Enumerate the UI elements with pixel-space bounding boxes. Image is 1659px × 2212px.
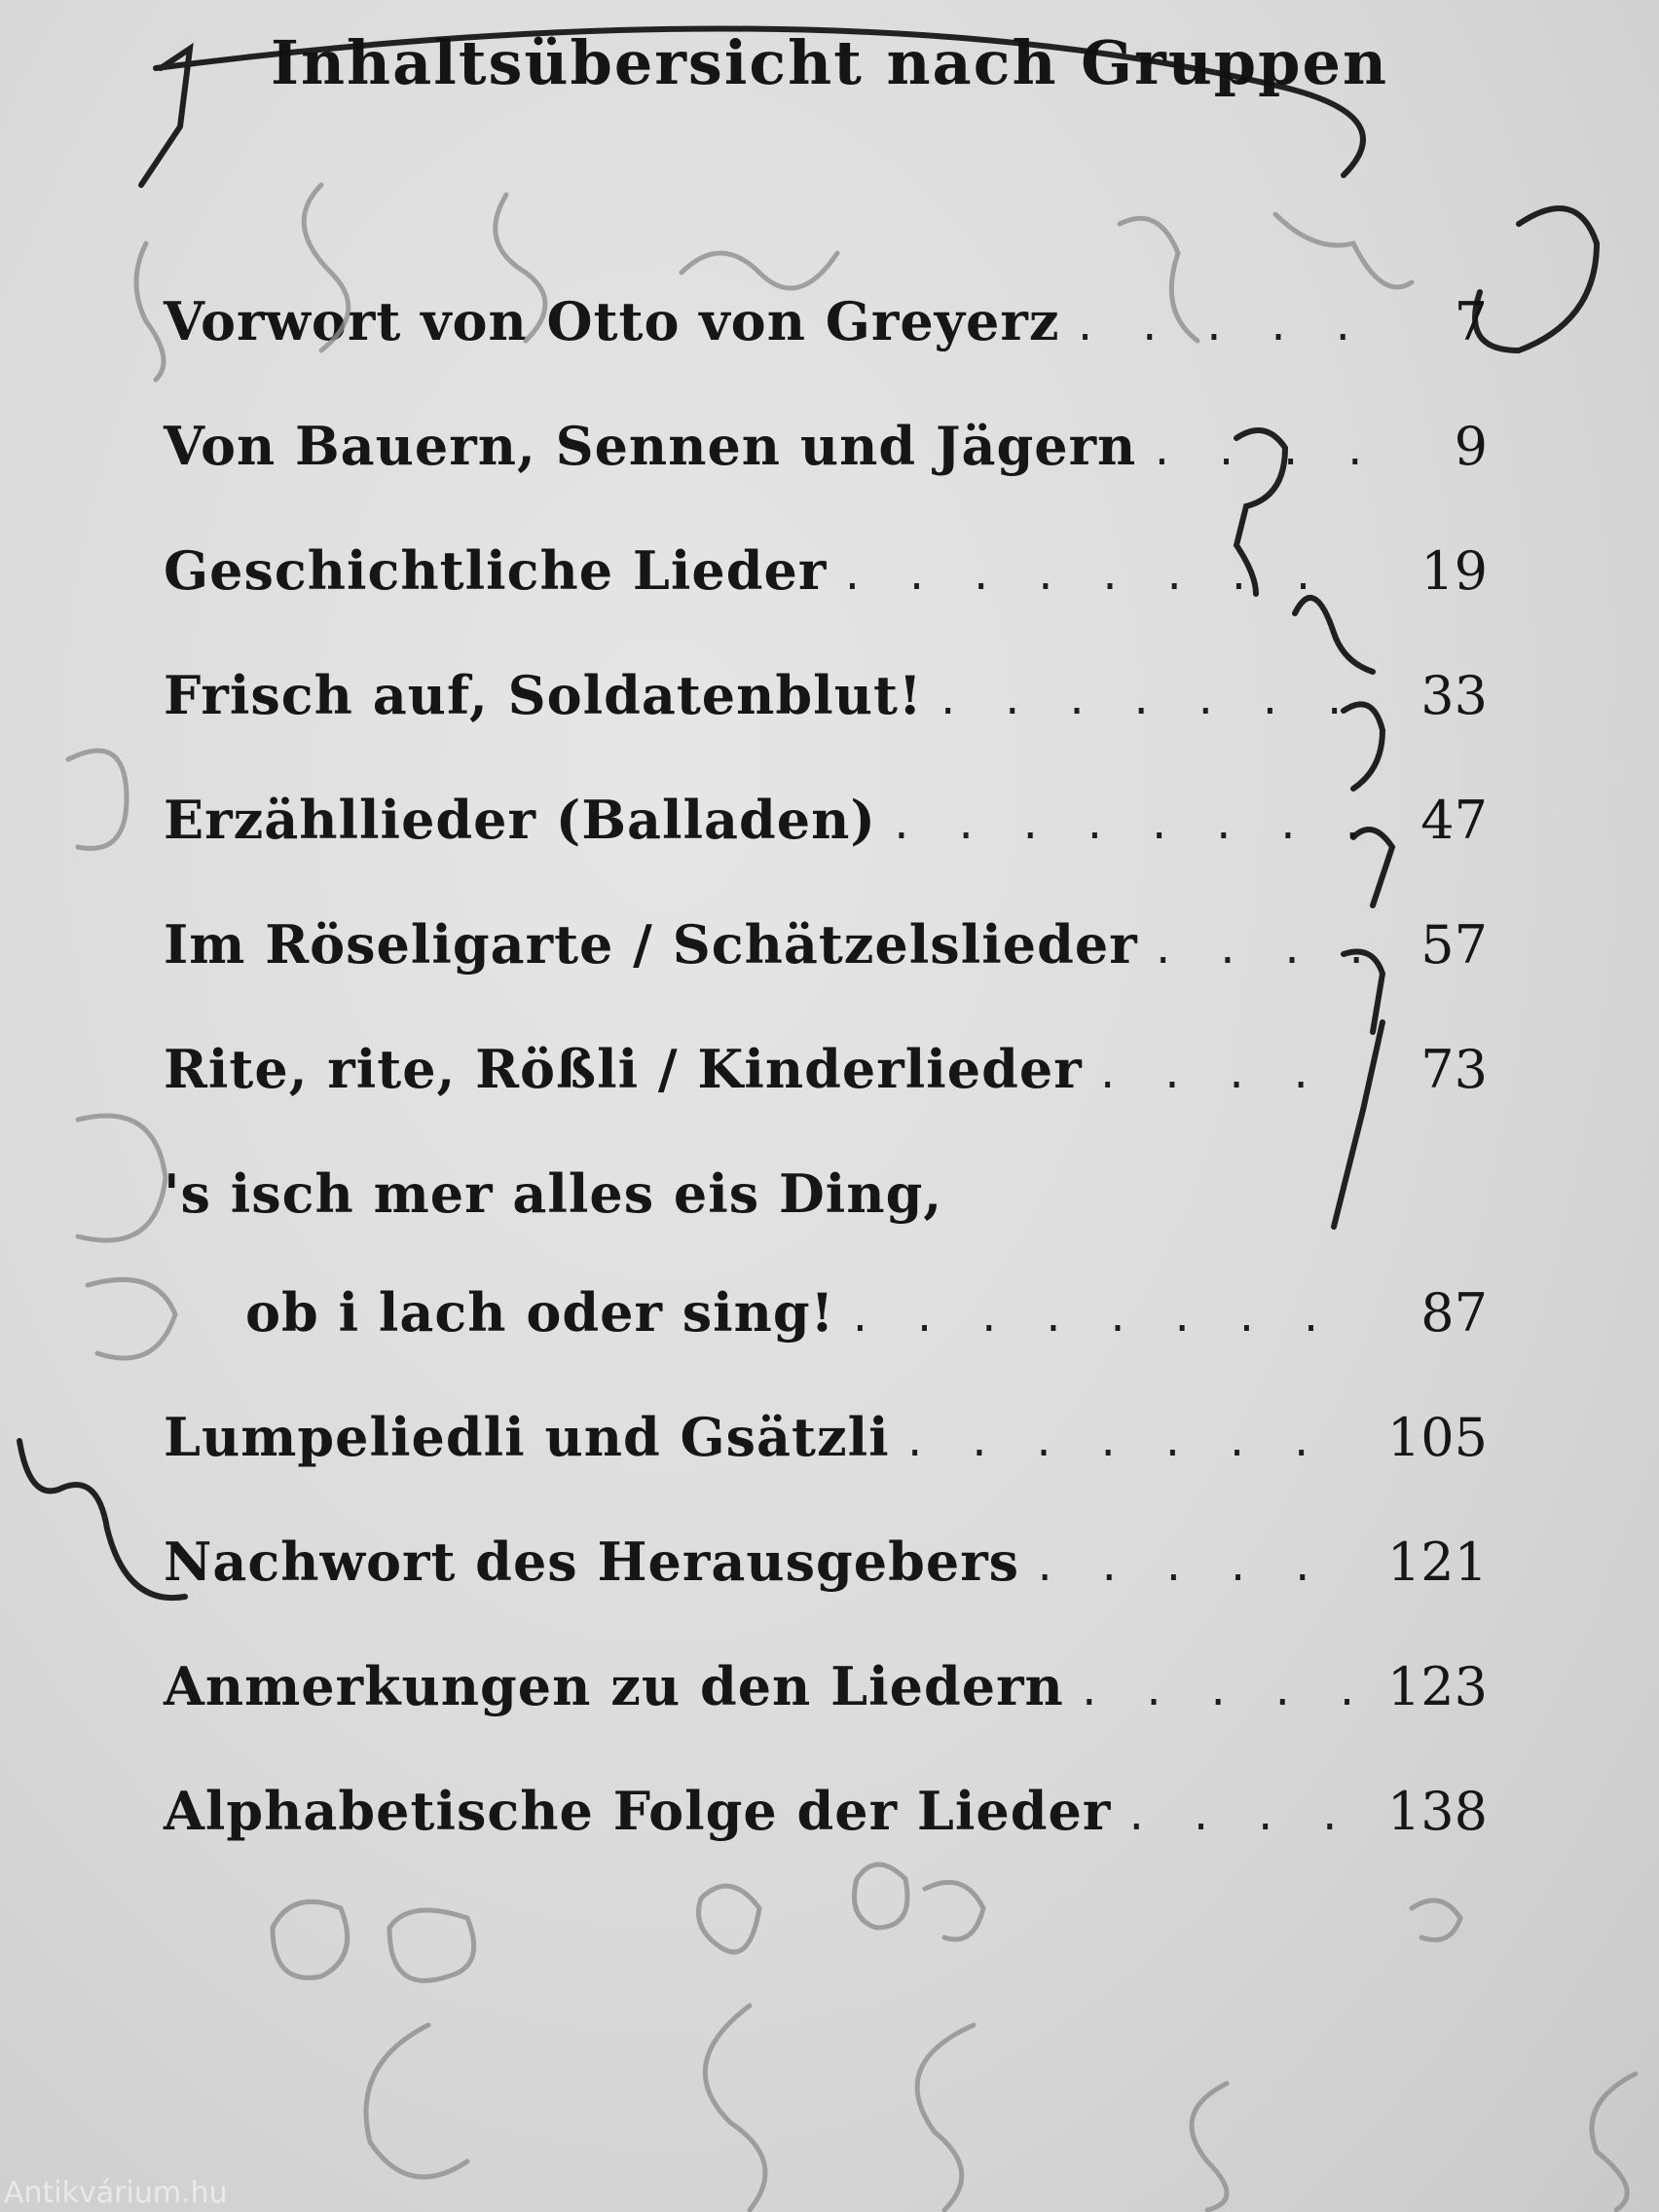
dot-leader: [890, 803, 1359, 848]
toc-entry-page: 121: [1386, 1531, 1488, 1593]
toc-entry-label: ob i lach oder sing!: [245, 1281, 835, 1344]
dot-leader: [1152, 928, 1359, 973]
toc-entry: [164, 789, 1488, 886]
toc-entry-label: Erzähllieder (Balladen): [164, 789, 876, 851]
toc-entry-label: Nachwort des Herausgebers: [164, 1530, 1020, 1593]
toc-entry: [164, 539, 1488, 637]
dot-leader: [848, 1296, 1359, 1341]
toc-entry-page: 57: [1420, 914, 1488, 976]
dot-leader: [1074, 305, 1359, 350]
toc-entry-page: 33: [1420, 665, 1488, 726]
toc-entry-page: 105: [1386, 1407, 1488, 1468]
toc-entry-page: 47: [1420, 790, 1488, 851]
dot-leader: [1033, 1545, 1359, 1590]
dot-leader: [1096, 1052, 1359, 1097]
toc-entry-label: Rite, rite, Rößli / Kinderlieder: [164, 1038, 1083, 1100]
toc-entry-page: 138: [1386, 1781, 1488, 1842]
toc-entry: [164, 1655, 1488, 1752]
toc-entry-label: 's isch mer alles eis Ding,: [164, 1162, 943, 1225]
toc-entry-label: Im Röseligarte / Schätzelslieder: [164, 913, 1138, 976]
toc-entry-page: 9: [1454, 416, 1488, 477]
toc-entry: [164, 664, 1488, 761]
toc-entry: [164, 1281, 1488, 1379]
toc-entry: [164, 1530, 1488, 1628]
dot-leader: [840, 554, 1359, 599]
toc-entry-page: 123: [1386, 1656, 1488, 1717]
dot-leader: [903, 1420, 1359, 1465]
toc-entry-label: Vorwort von Otto von Greyerz: [164, 290, 1060, 352]
toc-entry: [164, 1162, 1488, 1260]
toc-entry-page: 87: [1420, 1282, 1488, 1344]
dot-leader: [1150, 429, 1359, 474]
toc-entry-label: Frisch auf, Soldatenblut!: [164, 664, 923, 726]
toc-entry-label: Alphabetische Folge der Lieder: [164, 1780, 1112, 1842]
toc-entry-page: 7: [1454, 291, 1488, 352]
toc-entry-label: Lumpeliedli und Gsätzli: [164, 1406, 890, 1468]
page-title: Inhaltsübersicht nach Gruppen: [270, 27, 1389, 98]
toc-entry: [164, 913, 1488, 1011]
dot-leader: [937, 679, 1359, 723]
toc-entry: [164, 1780, 1488, 1877]
toc-entry: [164, 1406, 1488, 1503]
toc-entry-page: 19: [1420, 540, 1488, 602]
dot-leader: [1124, 1794, 1359, 1839]
toc-entry: [164, 290, 1488, 387]
toc-entry-label: Von Bauern, Sennen und Jägern: [164, 415, 1137, 477]
toc-entry-label: Geschichtliche Lieder: [164, 539, 828, 602]
toc-entry-page: 73: [1420, 1039, 1488, 1100]
toc-entry-label: Anmerkungen zu den Liedern: [164, 1655, 1064, 1717]
toc-entry: [164, 415, 1488, 512]
watermark: Antikvárium.hu: [4, 2176, 228, 2210]
dot-leader: [1078, 1670, 1359, 1714]
toc-entry: [164, 1038, 1488, 1135]
